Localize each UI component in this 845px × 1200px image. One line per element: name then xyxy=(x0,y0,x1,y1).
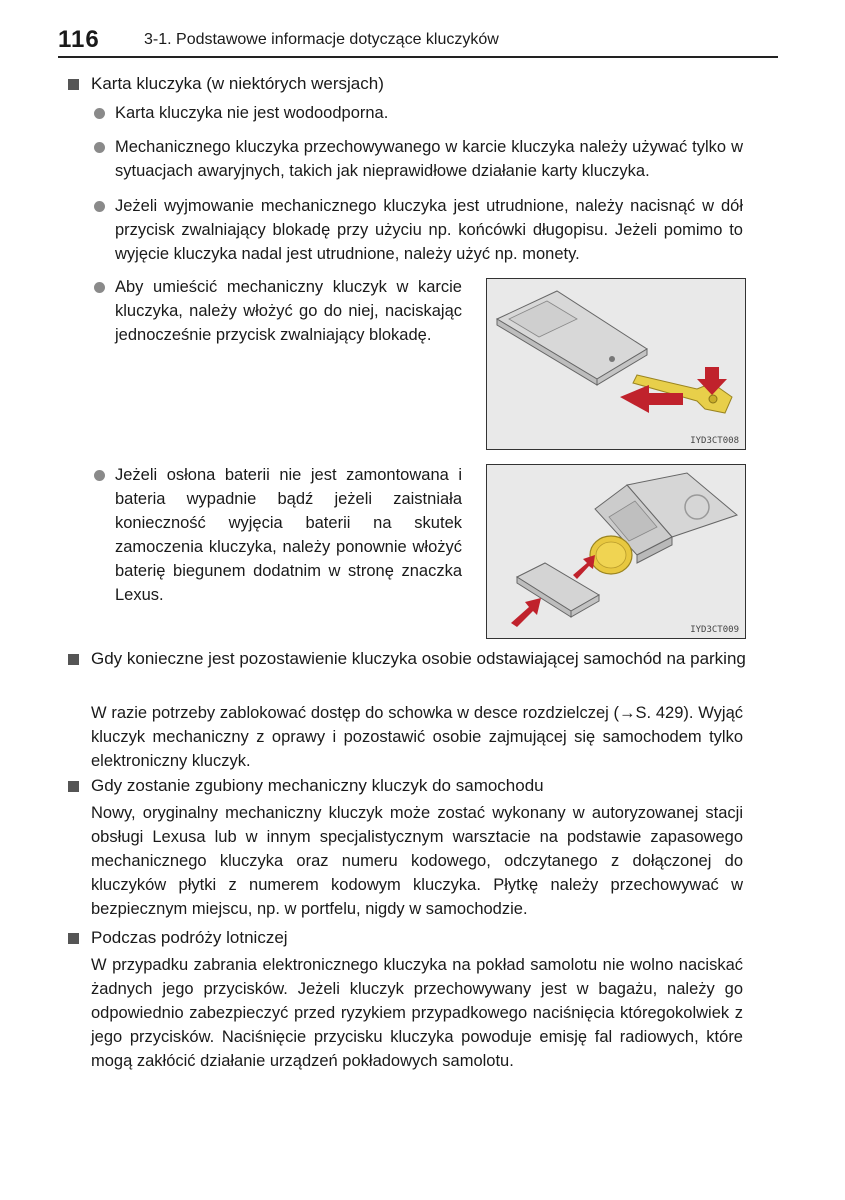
bullet-text: Jeżeli wyjmowanie mechanicznego kluczyka jest utrudnione, należy nacisnąć w dół przycisk zwalniający blokadę przy użyciu np. końcówki długopisu. Jeżeli pomimo to wyjęcie kluczyka nadal jest utrudnione, należy użyć np. monety. xyxy=(115,197,743,263)
bullet-text: Karta kluczyka nie jest wodoodporna. xyxy=(115,104,389,122)
page-number: 116 xyxy=(58,26,100,53)
section-body-air-travel: W przypadku zabrania elektronicznego kluczyka na pokład samolotu nie wolno naciskać żadnych jego przycisków. Jeżeli kluczyk przechowywany jest w bagażu, należy go odpowiednio zabezpieczyć przed ryzykiem przypadkowego naciśnięcia któregokolwiek z jego przycisków. Naciśnięcie przycisku kluczyka powoduje emisję fal radiowych, które mogą zakłócić działanie urządzeń pokładowych samolotu. xyxy=(91,956,743,1070)
section-heading-valet-parking: Gdy konieczne jest pozostawienie kluczyka osobie odstawiającej samochód na parking xyxy=(91,649,746,668)
section-heading-air-travel: Podczas podróży lotniczej xyxy=(91,928,288,947)
section-marker-icon xyxy=(68,933,79,944)
bullet-dot-icon xyxy=(94,470,105,481)
battery-illustration xyxy=(487,465,745,638)
figure-code: IYD3CT008 xyxy=(690,436,739,446)
bullet-dot-icon xyxy=(94,282,105,293)
bullet-text: Mechanicznego kluczyka przechowywanego w karcie kluczyka należy używać tylko w sytuacjach awaryjnych, takich jak nieprawidłowe działanie karty kluczyka. xyxy=(115,138,743,180)
section-heading-key-card: Karta kluczyka (w niektórych wersjach) xyxy=(91,74,384,93)
key-card-illustration xyxy=(487,279,745,449)
figure-key-insertion xyxy=(486,278,746,450)
bullet-text: Jeżeli osłona baterii nie jest zamontowana i bateria wypadnie bądź jeżeli zaistniała konieczność wyjęcia baterii na skutek zamoczenia kluczyka, należy ponownie włożyć baterię biegunem dodatnim w stronę znaczka Lexus. xyxy=(115,466,462,604)
header-rule xyxy=(58,56,778,58)
bullet-text: Aby umieścić mechaniczny kluczyk w karcie kluczyka, należy włożyć go do niej, naciskając jednocześnie przycisk zwalniający blokadę. xyxy=(115,278,462,344)
page-header xyxy=(58,26,778,56)
section-marker-icon xyxy=(68,79,79,90)
figure-battery-insertion xyxy=(486,464,746,639)
bullet-dot-icon xyxy=(94,108,105,119)
section-body-lost-key: Nowy, oryginalny mechaniczny kluczyk może zostać wykonany w autoryzowanej stacji obsługi Lexusa lub w innym specjalistycznym warsztacie na podstawie zapasowego mechanicznego kluczyka oraz numeru kodowego, odczytanego z dołączonej do kluczyków płytki z numerem kodowym kluczyka. Płytkę należy przechowywać w bezpiecznym miejscu, np. w portfelu, nigdy w samochodzie. xyxy=(91,804,743,918)
section-marker-icon xyxy=(68,654,79,665)
chapter-title: 3-1. Podstawowe informacje dotyczące kluczyków xyxy=(144,31,499,48)
bullet-dot-icon xyxy=(94,142,105,153)
section-heading-lost-key: Gdy zostanie zgubiony mechaniczny kluczyk do samochodu xyxy=(91,776,544,795)
section-marker-icon xyxy=(68,781,79,792)
bullet-dot-icon xyxy=(94,201,105,212)
section-body-valet-parking: W razie potrzeby zablokować dostęp do schowka w desce rozdzielczej (→S. 429). Wyjąć kluczyk mechaniczny z oprawy i pozostawić osobie zajmującej się samochodem tylko elektroniczny kluczyk. xyxy=(91,704,743,770)
figure-code: IYD3CT009 xyxy=(690,625,739,635)
